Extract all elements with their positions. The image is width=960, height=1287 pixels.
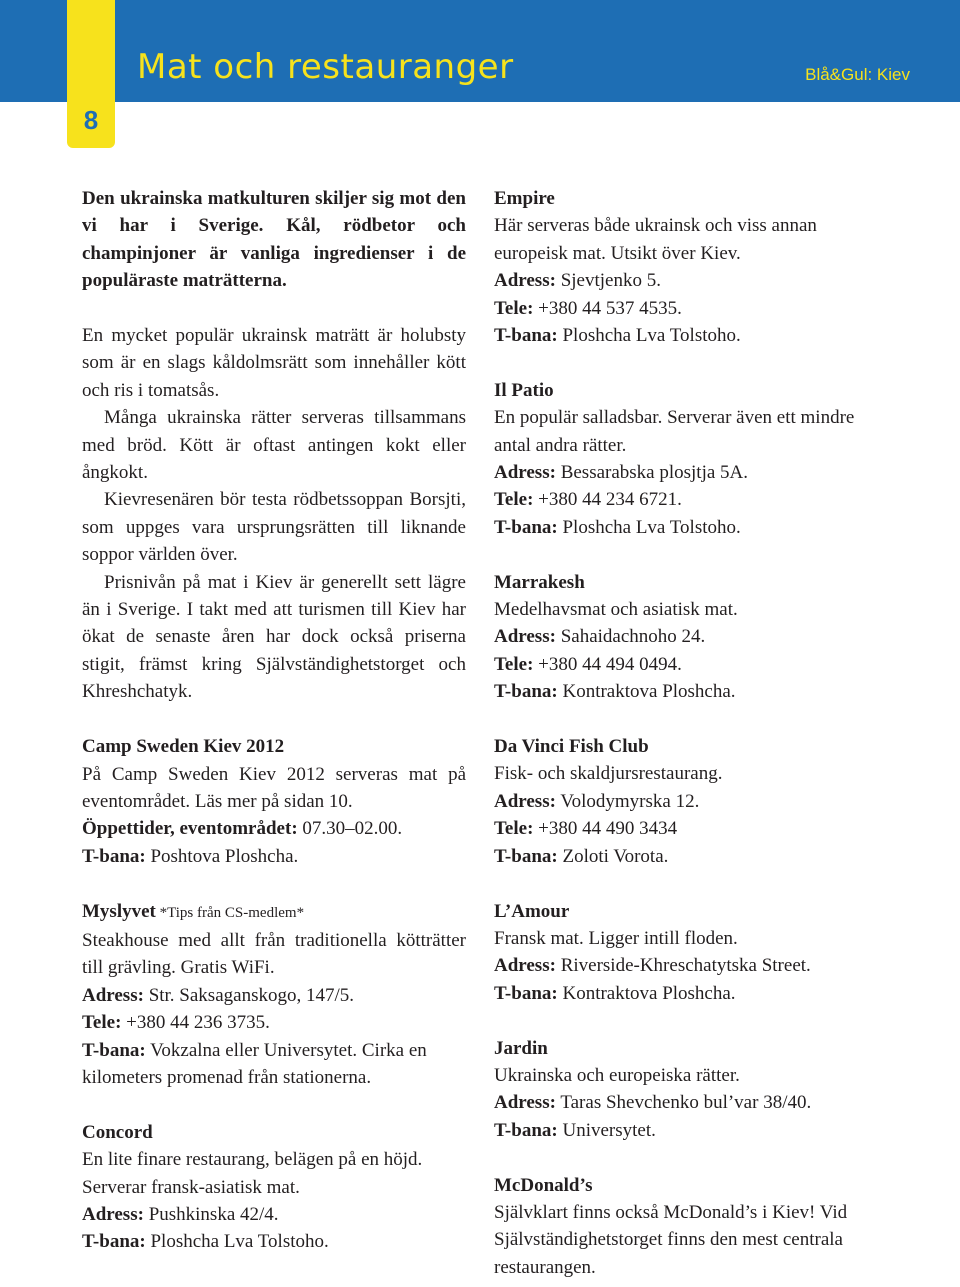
address-label: Adress:	[494, 955, 556, 977]
metro-value: Vokzalna eller Universytet. Cirka en kilometers promenad från stationerna.	[82, 1039, 427, 1088]
restaurant-name: Da Vinci Fish Club	[494, 736, 649, 758]
hours-label: Öppettider, eventområdet:	[82, 818, 298, 840]
metro-value: Poshtova Ploshcha.	[145, 845, 299, 867]
restaurant-myslyvet	[82, 898, 466, 1092]
metro-value: Kontraktova Ploshcha.	[557, 681, 736, 703]
restaurant-name: McDonald’s	[494, 1174, 593, 1196]
publication-name: Blå&Gul: Kiev	[805, 65, 910, 84]
restaurant-description: Fisk- och skaldjursrestaurang.	[494, 763, 723, 785]
restaurant-name: Camp Sweden Kiev 2012	[82, 736, 285, 758]
metro-value: Ploshcha Lva Tolstoho.	[557, 516, 741, 538]
address-label: Adress:	[82, 984, 144, 1006]
restaurant-metro	[494, 514, 894, 541]
address-label: Adress:	[494, 790, 556, 812]
intro-paragraph: Många ukrainska rätter serveras tillsammans med bröd. Kött är oftast antingen kokt eller ångkokt.	[82, 407, 466, 484]
metro-label: T-bana:	[494, 845, 558, 867]
phone-label: Tele:	[494, 653, 534, 675]
restaurant-description: En lite finare restaurang, belägen på en höjd. Serverar fransk-asiatisk mat.	[82, 1149, 423, 1198]
restaurant-name: L’Amour	[494, 900, 570, 922]
restaurant-address	[494, 623, 894, 650]
intro-lead: Den ukrainska matkulturen skiljer sig mot den vi har i Sverige. Kål, rödbetor och champinjoner är vanliga ingredienser i de populäraste maträtterna.	[82, 188, 466, 292]
metro-label: T-bana:	[494, 681, 558, 703]
restaurant-phone	[82, 1009, 466, 1036]
metro-label: T-bana:	[494, 325, 558, 347]
restaurant-description: Självklart finns också McDonald’s i Kiev! Vid Självständighetstorget finns den mest centrala restaurangen.	[494, 1201, 848, 1278]
intro-paragraph: Kievresenären bör testa rödbetssoppan Borsjti, som uppges vara ursprungsrätten till liknande soppor världen över.	[82, 489, 466, 566]
page-title: Mat och restauranger	[137, 47, 514, 87]
address-value: Volodymyrska 12.	[555, 790, 700, 812]
address-label: Adress:	[494, 626, 556, 648]
restaurant-address	[494, 952, 894, 979]
restaurant-name: Concord	[82, 1121, 153, 1143]
phone-value: +380 44 490 3434	[533, 818, 678, 840]
restaurant-description: Medelhavsmat och asiatisk mat.	[494, 599, 738, 621]
metro-label: T-bana:	[82, 845, 146, 867]
restaurant-address	[494, 788, 894, 815]
restaurant-heading	[82, 898, 466, 927]
restaurant-description: Fransk mat. Ligger intill floden.	[494, 927, 738, 949]
metro-label: T-bana:	[82, 1231, 146, 1253]
restaurant-il-patio	[494, 377, 894, 541]
intro-paragraph: En mycket populär ukrainsk maträtt är holubsty som är en slags kåldolmsrätt som innehåller kött och ris i tomatsås.	[82, 325, 466, 401]
metro-value: Ploshcha Lva Tolstoho.	[145, 1231, 329, 1253]
restaurant-metro	[82, 1037, 466, 1092]
restaurant-marrakesh	[494, 569, 894, 706]
restaurant-name: Marrakesh	[494, 571, 585, 593]
restaurant-metro	[494, 322, 894, 349]
restaurant-mcdonalds	[494, 1172, 894, 1282]
phone-label: Tele:	[494, 818, 534, 840]
address-label: Adress:	[494, 270, 556, 292]
restaurant-empire	[494, 185, 894, 349]
restaurant-address	[494, 1089, 894, 1116]
address-value: Sahaidachnoho 24.	[555, 626, 706, 648]
left-column	[82, 185, 466, 1256]
restaurant-phone	[494, 815, 894, 842]
phone-label: Tele:	[82, 1012, 122, 1034]
address-label: Adress:	[82, 1203, 144, 1225]
restaurant-address	[82, 982, 466, 1009]
restaurant-name: Empire	[494, 188, 555, 209]
phone-value: +380 44 236 3735.	[121, 1012, 270, 1034]
address-value: Riverside-Khreschatytska Street.	[555, 955, 811, 977]
address-value: Sjevtjenko 5.	[555, 270, 661, 292]
metro-value: Zoloti Vorota.	[557, 845, 669, 867]
phone-label: Tele:	[494, 297, 534, 319]
page-number: 8	[83, 105, 99, 135]
metro-label: T-bana:	[494, 516, 558, 538]
phone-value: +380 44 494 0494.	[533, 653, 682, 675]
metro-label: T-bana:	[494, 982, 558, 1004]
restaurant-metro	[494, 1117, 894, 1144]
restaurant-name: Il Patio	[494, 379, 554, 401]
address-label: Adress:	[494, 1092, 556, 1114]
restaurant-phone	[494, 651, 894, 678]
address-value: Pushkinska 42/4.	[143, 1203, 279, 1225]
restaurant-description: En populär salladsbar. Serverar även ett mindre antal andra rätter.	[494, 407, 855, 456]
phone-label: Tele:	[494, 489, 534, 511]
restaurant-description: Här serveras både ukrainsk och viss annan europeisk mat. Utsikt över Kiev.	[494, 215, 817, 264]
restaurant-description: Steakhouse med allt från traditionella kötträtter till grävling. Gratis WiFi.	[82, 929, 466, 979]
restaurant-metro	[494, 678, 894, 705]
restaurant-metro	[494, 980, 894, 1007]
page-number-tab	[67, 0, 115, 148]
restaurant-lamour	[494, 898, 894, 1008]
address-value: Bessarabska plosjtja 5A.	[555, 462, 749, 484]
restaurant-address	[494, 459, 894, 486]
metro-label: T-bana:	[82, 1039, 146, 1061]
restaurant-address	[82, 1201, 466, 1228]
restaurant-address	[494, 267, 894, 294]
restaurant-concord	[82, 1119, 466, 1256]
restaurant-description: Ukrainska och europeiska rätter.	[494, 1064, 740, 1086]
metro-value: Universytet.	[557, 1119, 656, 1141]
restaurant-metro	[82, 1228, 466, 1255]
hours-value: 07.30–02.00.	[297, 818, 403, 840]
address-value: Str. Saksaganskogo, 147/5.	[143, 984, 354, 1006]
intro-paragraph: Prisnivån på mat i Kiev är generellt sett lägre än i Sverige. I takt med att turismen till Kiev har ökat de senaste åren har dock också priserna stigit, främst kring Självständighetstorget och Khreshchatyk.	[82, 571, 466, 703]
restaurant-name: Jardin	[494, 1037, 548, 1059]
address-value: Taras Shevchenko bul’var 38/40.	[555, 1092, 812, 1114]
restaurant-hours	[82, 815, 466, 842]
restaurant-description: På Camp Sweden Kiev 2012 serveras mat på eventområdet. Läs mer på sidan 10.	[82, 763, 466, 812]
address-label: Adress:	[494, 462, 556, 484]
right-column	[494, 185, 894, 1281]
metro-value: Ploshcha Lva Tolstoho.	[557, 325, 741, 347]
phone-value: +380 44 537 4535.	[533, 297, 682, 319]
restaurant-name: Myslyvet	[82, 900, 156, 922]
phone-value: +380 44 234 6721.	[533, 489, 682, 511]
restaurant-camp-sweden	[82, 733, 466, 870]
restaurant-phone	[494, 486, 894, 513]
restaurant-metro	[82, 843, 466, 870]
restaurant-jardin	[494, 1035, 894, 1145]
restaurant-phone	[494, 295, 894, 322]
metro-label: T-bana:	[494, 1119, 558, 1141]
member-tip: *Tips från CS-medlem*	[155, 904, 305, 921]
restaurant-da-vinci-fish-club	[494, 733, 894, 870]
metro-value: Kontraktova Ploshcha.	[557, 982, 736, 1004]
restaurant-metro	[494, 843, 894, 870]
